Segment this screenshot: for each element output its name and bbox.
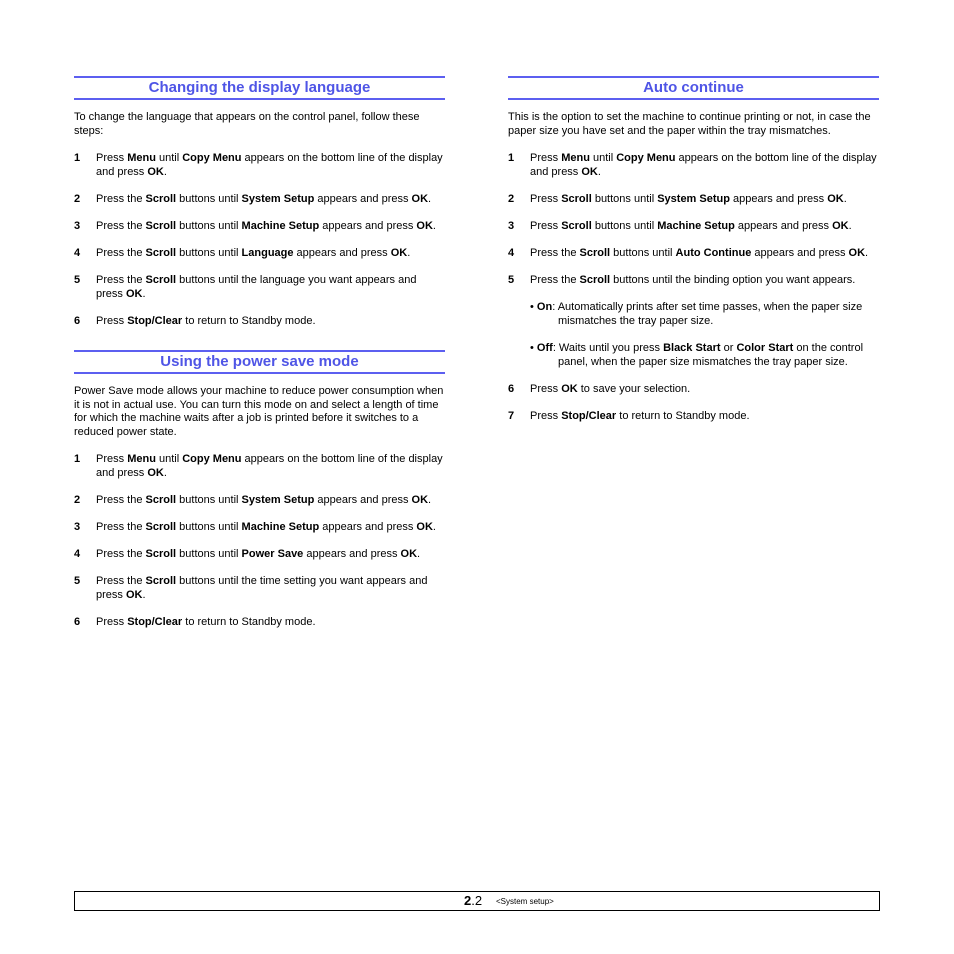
steps-list [508, 151, 879, 287]
step-text [96, 151, 445, 179]
step-number: 4 [508, 247, 515, 259]
step-text-run: to return to Standby mode. [182, 616, 316, 628]
step-text-run: to return to Standby mode. [182, 315, 316, 327]
step-text [530, 192, 879, 206]
bold-term: System Setup [657, 193, 730, 205]
intro-paragraph: To change the language that appears on the control panel, follow these steps: [74, 111, 420, 137]
page-number [464, 893, 482, 908]
step-item [508, 192, 879, 206]
step-text-run: until [589, 152, 617, 164]
step-number: 5 [508, 274, 515, 286]
bold-term: Auto Continue [675, 247, 752, 259]
bold-term: Stop/Clear [127, 616, 183, 628]
bold-term: OK [400, 548, 418, 560]
bold-term: Power Save [241, 548, 304, 560]
step-text-run: . [848, 220, 852, 232]
step-text [96, 615, 445, 629]
bold-term: Copy Menu [616, 152, 676, 164]
bold-term: Machine Setup [241, 521, 320, 533]
step-text-run: to return to Standby mode. [616, 410, 750, 422]
step-text-run: . [428, 193, 432, 205]
step-text-run: Press [530, 193, 562, 205]
bold-term: OK [581, 166, 598, 178]
step-item [508, 409, 879, 423]
step-item [74, 151, 445, 179]
step-text-run: appears on the bottom line of the display and press [96, 453, 443, 479]
step-number: 2 [74, 193, 81, 205]
step-text-run: : Waits until you press [552, 342, 664, 354]
bold-term: On [536, 301, 553, 313]
step-number: 3 [74, 220, 81, 232]
step-text-run: appears and press [293, 247, 391, 259]
bold-term: Scroll [561, 220, 592, 232]
step-item [508, 382, 879, 396]
step-item [74, 452, 445, 480]
bold-term: OK [416, 521, 433, 533]
step-text-run: buttons until [176, 193, 242, 205]
step-text-run: appears and press [319, 521, 417, 533]
bold-term: Scroll [579, 274, 611, 286]
step-number: 1 [74, 152, 81, 164]
page-sub-number: .2 [471, 893, 483, 908]
step-text-run: buttons until [610, 247, 676, 259]
step-text-run: buttons until [591, 193, 658, 205]
bold-term: Scroll [145, 247, 177, 259]
step-text-run: appears and press [314, 494, 412, 506]
bullet-list [508, 300, 879, 369]
chapter-number: 2 [464, 893, 472, 908]
step-text-run: or [720, 342, 737, 354]
step-text [530, 382, 879, 396]
steps-list [508, 382, 879, 423]
bold-term: OK [125, 288, 143, 300]
step-text-run: Press [530, 220, 562, 232]
bold-term: OK [827, 193, 844, 205]
step-text [96, 273, 445, 301]
step-text-run: Press [530, 383, 562, 395]
step-text [96, 219, 445, 233]
bold-term: OK [411, 494, 429, 506]
step-text-run: . [417, 548, 421, 560]
bold-term: Off [536, 342, 553, 354]
step-number: 5 [74, 274, 81, 286]
bold-term: OK [390, 247, 408, 259]
step-text [96, 493, 445, 507]
step-text-run: . [142, 589, 146, 601]
step-text [96, 246, 445, 260]
step-text-run: Press [530, 152, 562, 164]
step-text-run: : Automatically prints after set time passes, when the paper size mismatches the tray paper size. [552, 301, 863, 327]
step-number: 3 [508, 220, 515, 232]
step-text-run: to save your selection. [577, 383, 691, 395]
bullet-item [508, 300, 879, 328]
step-number: 2 [508, 193, 515, 205]
bold-term: System Setup [241, 193, 315, 205]
step-text-run: . [163, 166, 167, 178]
step-item [74, 219, 445, 233]
step-text-run: buttons until the language you want appears and press [96, 274, 417, 300]
bold-term: Scroll [145, 548, 177, 560]
step-text-run: Press [530, 410, 562, 422]
step-text [96, 520, 445, 534]
bold-term: Copy Menu [182, 453, 242, 465]
steps-list [74, 452, 445, 629]
step-item [74, 520, 445, 534]
step-text-run: buttons until [176, 548, 242, 560]
step-number: 1 [74, 453, 81, 465]
step-text-run: appears and press [303, 548, 401, 560]
step-item [74, 547, 445, 561]
bold-term: Machine Setup [657, 220, 735, 232]
step-item [74, 246, 445, 260]
step-number: 5 [74, 575, 81, 587]
bullet-text [530, 341, 879, 369]
step-item [74, 574, 445, 602]
step-text-run: Press the [96, 247, 146, 259]
bold-term: Copy Menu [182, 152, 242, 164]
step-text-run: . [843, 193, 847, 205]
bold-term: OK [147, 166, 164, 178]
step-text [96, 452, 445, 480]
bold-term: Machine Setup [241, 220, 320, 232]
section-heading-display-language: Changing the display language [74, 76, 445, 100]
step-item [74, 493, 445, 507]
step-text-run: buttons until [591, 220, 658, 232]
step-text-run: buttons until the time setting you want appears and press [96, 575, 428, 601]
bold-term: Scroll [145, 274, 177, 286]
bold-term: Color Start [736, 342, 794, 354]
step-text-run: appears on the bottom line of the display and press [530, 152, 877, 178]
step-text-run: until [155, 152, 183, 164]
step-text [96, 574, 445, 602]
step-text-run: appears and press [751, 247, 849, 259]
bold-term: Scroll [561, 193, 592, 205]
step-text-run: Press the [96, 521, 146, 533]
step-text-run: appears and press [319, 220, 417, 232]
step-text-run: Press the [96, 548, 146, 560]
step-text-run: buttons until [176, 247, 242, 259]
step-text-run: • [530, 301, 537, 313]
step-text-run: Press the [96, 193, 146, 205]
step-text-run: buttons until [176, 220, 242, 232]
step-number: 4 [74, 247, 81, 259]
right-column [508, 76, 879, 423]
bold-term: Scroll [145, 575, 177, 587]
step-item [508, 219, 879, 233]
intro-paragraph: Power Save mode allows your machine to reduce power consumption when it is not in actual use. You can turn this mode on and select a length of time for which the machine waits after a job is printed before it switches to a reduced power state. [74, 385, 444, 438]
bold-term: Scroll [145, 521, 177, 533]
step-text-run: . [597, 166, 601, 178]
bold-term: Menu [127, 152, 156, 164]
step-text [96, 547, 445, 561]
step-text-run: . [865, 247, 869, 259]
step-text-run: . [432, 220, 436, 232]
step-text-run: Press [96, 315, 128, 327]
bold-term: Menu [561, 152, 590, 164]
step-text-run: Press the [530, 247, 580, 259]
bold-term: Menu [127, 453, 156, 465]
bold-term: OK [848, 247, 866, 259]
bold-term: Scroll [145, 494, 177, 506]
bullet-text [530, 300, 879, 328]
bold-term: OK [832, 220, 849, 232]
intro-paragraph: This is the option to set the machine to continue printing or not, in case the paper size you have set and the paper within the tray mismatches. [508, 111, 871, 137]
bold-term: Stop/Clear [127, 315, 183, 327]
bold-term: OK [416, 220, 433, 232]
step-item [74, 615, 445, 629]
left-column [74, 76, 445, 629]
step-text-run: appears and press [734, 220, 833, 232]
step-number: 1 [508, 152, 515, 164]
bold-term: System Setup [241, 494, 315, 506]
step-number: 6 [74, 616, 81, 628]
step-text-run: Press the [96, 274, 146, 286]
bold-term: Scroll [579, 247, 611, 259]
step-text-run: Press the [96, 575, 146, 587]
step-text-run: buttons until the binding option you want appears. [610, 274, 856, 286]
step-text-run: buttons until [176, 494, 242, 506]
bold-term: Language [241, 247, 294, 259]
step-text [530, 273, 879, 287]
bold-term: Scroll [145, 220, 177, 232]
step-number: 4 [74, 548, 81, 560]
step-text-run: . [407, 247, 411, 259]
bullet-item [508, 341, 879, 369]
step-number: 6 [508, 383, 515, 395]
step-item [508, 246, 879, 260]
step-item [508, 151, 879, 179]
step-number: 7 [508, 410, 515, 422]
step-text [530, 219, 879, 233]
step-text-run: on the control panel, when the paper size mismatches the tray paper size. [558, 342, 864, 368]
step-text-run: . [142, 288, 146, 300]
bold-term: OK [147, 467, 164, 479]
step-text [530, 246, 879, 260]
step-text [530, 151, 879, 179]
step-text-run: buttons until [176, 521, 242, 533]
step-text-run: Press [96, 616, 128, 628]
bold-term: OK [561, 383, 578, 395]
bold-term: OK [125, 589, 143, 601]
step-text-run: Press the [96, 220, 146, 232]
step-item [74, 192, 445, 206]
step-text-run: appears and press [314, 193, 412, 205]
step-item [74, 314, 445, 328]
step-text [530, 409, 879, 423]
step-text-run: • [530, 342, 537, 354]
step-number: 2 [74, 494, 81, 506]
step-number: 3 [74, 521, 81, 533]
step-text [96, 192, 445, 206]
step-text-run: Press [96, 453, 128, 465]
step-item [74, 273, 445, 301]
step-text-run: until [155, 453, 183, 465]
step-text-run: Press [96, 152, 128, 164]
steps-list [74, 151, 445, 328]
section-heading-power-save: Using the power save mode [74, 350, 445, 374]
bold-term: Stop/Clear [561, 410, 617, 422]
step-text-run: Press the [530, 274, 580, 286]
bold-term: Scroll [145, 193, 177, 205]
bold-term: OK [411, 193, 429, 205]
step-item [508, 273, 879, 287]
step-text-run: . [428, 494, 432, 506]
step-text-run: . [432, 521, 436, 533]
step-text-run: . [163, 467, 167, 479]
footer-chapter-label: <System setup> [496, 897, 554, 906]
step-text-run: appears on the bottom line of the display and press [96, 152, 443, 178]
step-text-run: appears and press [729, 193, 828, 205]
section-heading-auto-continue: Auto continue [508, 76, 879, 100]
step-number: 6 [74, 315, 81, 327]
step-text [96, 314, 445, 328]
bold-term: Black Start [663, 342, 721, 354]
step-text-run: Press the [96, 494, 146, 506]
